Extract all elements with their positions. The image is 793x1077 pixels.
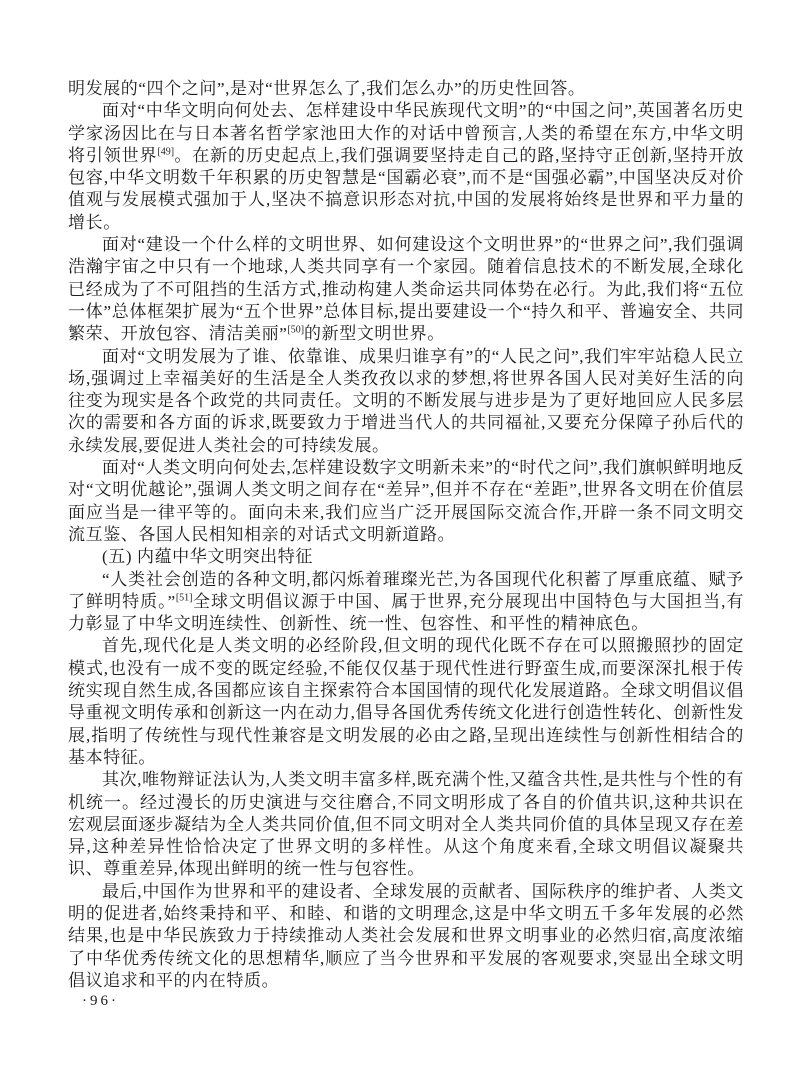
paragraph xyxy=(68,769,744,880)
paragraph-text: 面对“建设一个什么样的文明世界、如何建设这个文明世界”的“世界之问”,我们强调浩瀚宇宙之中只有一个地球,人类共同享有一个家园。随着信息技术的不断发展,全球化已经成为了不可阻挡的生活方式,推动构建人类命运共同体势在必行。为此,我们将“五位一体”总体框架扩展为“五个世界”总体目标,提出要建设一个“持久和平、普遍安全、共同繁荣、开放包容、清洁美丽” xyxy=(68,235,744,344)
paragraph-text: “人类社会创造的各种文明,都闪烁着璀璨光芒,为各国现代化积蓄了厚重底蕴、赋予了鲜明特质。” xyxy=(68,569,744,611)
text-block xyxy=(68,78,744,992)
paragraph xyxy=(68,100,744,234)
paragraph-text: (五) 内蕴中华文明突出特征 xyxy=(102,547,313,567)
paragraph-text: 最后,中国作为世界和平的建设者、全球发展的贡献者、国际秩序的维护者、人类文明的促进者,始终秉持和平、和睦、和谐的文明理念,这是中华文明五千多年发展的必然结果,也是中华民族致力于持续推动人类社会发展和世界文明事业的必然归宿,高度浓缩了中华优秀传统文化的思想精华,顺应了当今世界和平发展的客观要求,突显出全球文明倡议追求和平的内在特质。 xyxy=(68,881,744,990)
paragraph-text: 面对“中华文明向何处去、怎样建设中华民族现代文明”的“中国之问”,英国著名历史学家汤因比在与日本著名哲学家池田大作的对话中曾预言,人类的希望在东方,中华文明将引领世界 xyxy=(68,101,744,165)
paragraph-text: 。在新的历史起点上,我们强调要坚持走自己的路,坚持守正创新,坚持开放包容,中华文明数千年积累的历史智慧是“国霸必衰”,而不是“国强必霸”,中国坚决反对价值观与发展模式强加于人,坚决不搞意识形态对抗,中国的发展将始终是世界和平力量的增长。 xyxy=(68,145,744,232)
paragraph-text: 明发展的“四个之问”,是对“世界怎么了,我们怎么办”的历史性回答。 xyxy=(68,79,586,98)
paragraph xyxy=(68,78,744,100)
paragraph-text: 面对“文明发展为了谁、依靠谁、成果归谁享有”的“人民之问”,我们牢牢站稳人民立场,强调过上幸福美好的生活是全人类孜孜以求的梦想,将世界各国人民对美好生活的向往变为现实是各个政党的共同责任。文明的不断发展与进步是为了更好地回应人民多层次的需要和各方面的诉求,既要致力于增进当代人的共同福祉,又要充分保障子孙后代的永续发展,要促进人类社会的可持续发展。 xyxy=(68,346,744,455)
paragraph xyxy=(68,881,744,992)
footnote-ref: [51] xyxy=(175,592,193,604)
paragraph-text: 面对“人类文明向何处去,怎样建设数字文明新未来”的“时代之问”,我们旗帜鲜明地反对“文明优越论”,强调人类文明之间存在“差异”,但并不存在“差距”,世界各文明在价值层面应当是一律平等的。面向未来,我们应当广泛开展国际交流合作,开辟一条不同文明交流互鉴、各国人民相知相亲的对话式文明新道路。 xyxy=(68,458,744,544)
paragraph-text: 其次,唯物辩证法认为,人类文明丰富多样,既充满个性,又蕴含共性,是共性与个性的有机统一。经过漫长的历史演进与交往磨合,不同文明形成了各自的价值共识,这种共识在宏观层面逐步凝结为全人类共同价值,但不同文明对全人类共同价值的具体呈现又存在差异,这种差异性恰恰决定了世界文明的多样性。从这个角度来看,全球文明倡议凝聚共识、尊重差异,体现出鲜明的统一性与包容性。 xyxy=(68,770,744,879)
paragraph xyxy=(68,457,744,546)
paragraph-text: 的新型文明世界。 xyxy=(304,324,445,344)
paragraph-text: 首先,现代化是人类文明的必经阶段,但文明的现代化既不存在可以照搬照抄的固定模式,也没有一成不变的既定经验,不能仅仅基于现代性进行野蛮生成,而要深深扎根于传统实现自然生成,各国都应该自主探索符合本国国情的现代化发展道路。全球文明倡议倡导重视文明传承和创新这一内在动力,倡导各国优秀传统文化进行创造性转化、创新性发展,指明了传统性与现代性兼容是文明发展的必由之路,呈现出连续性与创新性相结合的基本特征。 xyxy=(68,636,744,767)
paragraph xyxy=(68,635,744,769)
paragraph xyxy=(68,569,744,636)
paragraph xyxy=(68,346,744,457)
paragraph xyxy=(68,234,744,345)
footnote-ref: [49] xyxy=(157,146,175,158)
section-heading xyxy=(68,546,744,568)
paragraph-text: 全球文明倡议源于中国、属于世界,充分展现出中国特色与大国担当,有力彰显了中华文明连续性、创新性、统一性、包容性、和平性的精神底色。 xyxy=(68,591,745,634)
footnote-ref: [50] xyxy=(287,324,305,336)
page-number: ·96· xyxy=(82,993,119,1009)
